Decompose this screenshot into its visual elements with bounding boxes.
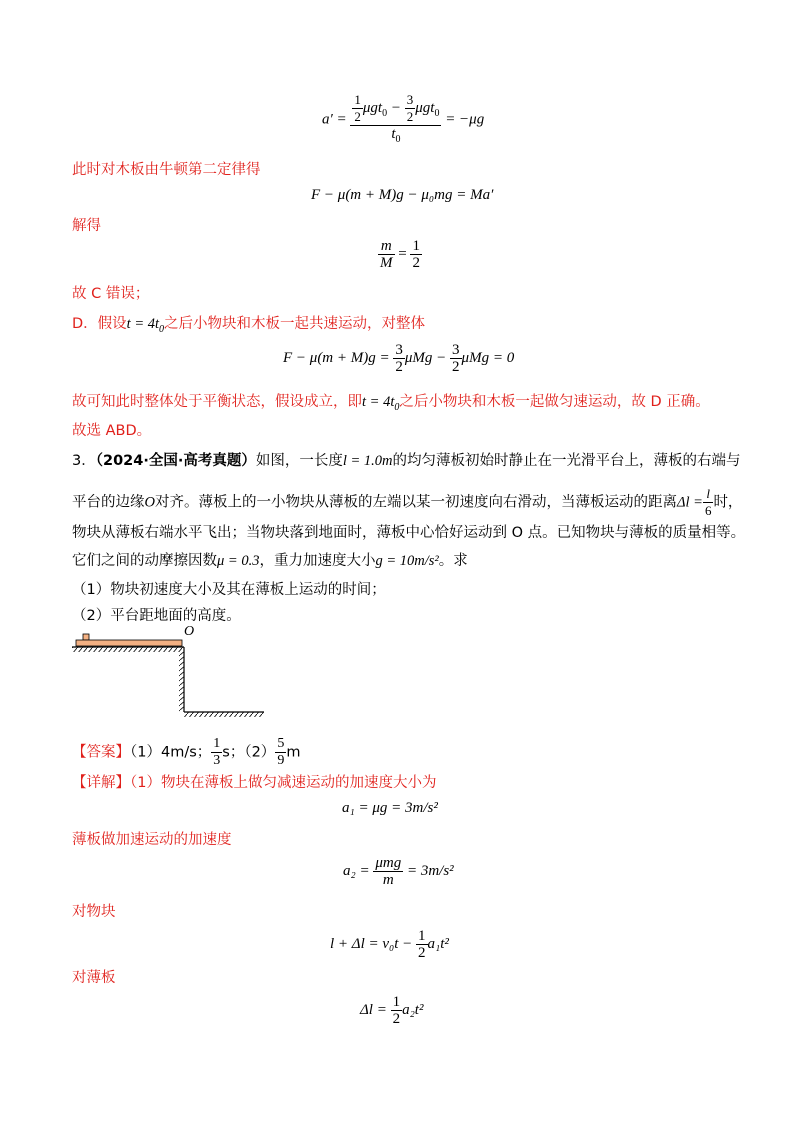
post: 之后小物块和木板一起做匀速运动，故 D 正确。: [399, 394, 710, 410]
d: M: [380, 255, 393, 271]
l-value: l = 1.0m: [342, 453, 393, 469]
a1: （1）4m/s；: [130, 744, 212, 761]
answer-tag: 【答案】: [72, 744, 130, 761]
figure-o-label: O: [184, 624, 195, 639]
half: [416, 928, 428, 961]
half-2: [405, 92, 416, 125]
pre: 故可知此时整体处于平衡状态，假设成立，即: [72, 394, 362, 410]
rhs: a₁t²: [427, 935, 449, 952]
q-source: （2024·全国·高考真题）: [95, 453, 256, 469]
ratio-value: [410, 238, 422, 271]
n: μmg: [375, 855, 402, 871]
a2-frac: [373, 855, 403, 888]
eq-denominator: $t_0$: [391, 126, 401, 145]
text-solve: 解得: [72, 218, 101, 234]
delta-l-frac: [703, 486, 714, 519]
d: 3: [213, 753, 221, 768]
text-plate-acceleration: 薄板做加速运动的加速度: [72, 832, 232, 848]
text-choose-abd: 故选 ABD。: [72, 423, 152, 439]
eq-rhs: = −μg: [445, 111, 485, 128]
n: 3: [395, 342, 403, 358]
text-for-plate: 对薄板: [72, 970, 116, 986]
n: 1: [213, 736, 221, 751]
text-option-d: [72, 314, 425, 340]
post: 之后小物块和木板一起共速运动，对整体: [164, 316, 426, 332]
equation-whole-system: [283, 342, 514, 375]
frac2: [450, 342, 462, 375]
text-newton-second-law: 此时对木板由牛顿第二定律得: [72, 162, 261, 178]
equation-a1: a₁ = μg = 3m/s²: [342, 800, 438, 816]
n: 3: [452, 342, 460, 358]
den: t: [391, 126, 396, 142]
question-3-line-1: [72, 451, 741, 471]
eq-sign: =: [398, 245, 407, 262]
p: 平台的边缘: [72, 494, 145, 511]
ratio-frac: [378, 238, 395, 271]
eq-numerator: $\frac{1}{2}$ μgt$_0$ − $\frac{3}{2}$ μgt$_0$: [350, 92, 441, 126]
lhs: a₂ =: [343, 862, 370, 879]
t: t = 4t: [362, 394, 395, 410]
p: 时，: [713, 494, 743, 511]
d: 2: [392, 1011, 401, 1027]
d: 2: [418, 945, 426, 961]
p: 它们之间的动摩擦因数: [72, 553, 217, 569]
d: 2: [406, 109, 414, 124]
d: 2: [412, 255, 420, 271]
platform-hatch: [72, 647, 184, 652]
equation-mass-ratio: [378, 238, 422, 271]
t-expr: $t = 4t_0$: [126, 316, 165, 335]
o-label: O: [144, 494, 155, 511]
equation-plate-displacement: [360, 994, 423, 1027]
t: t = 4t: [126, 316, 160, 332]
t1: μMg −: [404, 349, 447, 366]
ans-frac-2: [275, 736, 286, 769]
question-3-line-2: [72, 486, 742, 519]
detail-tag: 【详解】: [72, 775, 130, 791]
delta-l: Δl =: [676, 494, 703, 511]
d: m: [382, 872, 394, 888]
d: 6: [704, 503, 712, 518]
a2: （2）: [244, 744, 276, 761]
n: l: [703, 486, 714, 503]
equation-force: F − μ(m + M)g − μ₀mg = Ma′: [311, 187, 494, 203]
n: 1: [392, 994, 401, 1010]
u1: s；: [222, 744, 245, 761]
p: 。求: [438, 553, 468, 569]
question-3-line-3: 物块从薄板右端水平飞出；当物块落到地面时，薄板中心恰好运动到 O 点。已知物块与薄板的质量相等。: [72, 525, 746, 541]
g: g = 10m/s²: [375, 553, 439, 569]
mu: μ = 0.3: [217, 553, 260, 569]
ground-hatch: [184, 712, 264, 717]
q-number: 3．: [72, 453, 96, 469]
n: 1: [412, 238, 420, 254]
pre: D．假设: [72, 316, 127, 332]
u2: m: [286, 744, 301, 761]
minus: −: [390, 99, 401, 116]
answer-line: [72, 736, 300, 769]
p: 对齐。薄板上的一小物块从薄板的左端以某一初速度向右滑动，当薄板运动的距离: [154, 494, 677, 511]
term2: μgt: [415, 99, 435, 116]
n: 3: [406, 92, 414, 107]
term1: μgt: [362, 99, 383, 116]
eq-fraction: [350, 92, 441, 148]
lhs: l + Δl = v₀t −: [330, 935, 413, 952]
text-for-block: 对物块: [72, 904, 116, 920]
d: 2: [354, 109, 361, 124]
half: [391, 994, 403, 1027]
n: 1: [418, 928, 426, 944]
lhs: F − μ(m + M)g =: [283, 349, 390, 366]
text-equilibrium: [72, 392, 710, 418]
rhs: = 3m/s²: [406, 862, 454, 879]
p: 的均匀薄板初始时静止在一光滑平台上，薄板的右端与: [392, 453, 741, 469]
half-1: [352, 92, 363, 125]
equation-acceleration-prime: [322, 92, 484, 148]
n: 5: [277, 736, 285, 751]
t-expr: $t = 4t_0$: [362, 394, 400, 413]
t2: μMg = 0: [461, 349, 515, 366]
d: 9: [277, 753, 285, 768]
text-c-wrong: 故 C 错误；: [72, 286, 150, 302]
sub-question-1: （1）物块初速度大小及其在薄板上运动的时间；: [72, 582, 386, 598]
d: 2: [452, 359, 460, 375]
d: 2: [395, 359, 403, 375]
rhs: a₂t²: [402, 1001, 424, 1018]
wall-hatch: [179, 652, 184, 712]
small-block: [83, 634, 89, 640]
p: 如图，一长度: [255, 453, 343, 469]
equation-block-displacement: [330, 928, 449, 961]
ans-frac-1: [211, 736, 222, 769]
question-3-line-4: [72, 551, 468, 571]
frac1: [393, 342, 405, 375]
p: ，重力加速度大小: [259, 553, 376, 569]
n: m: [378, 238, 395, 255]
platform-figure: [72, 630, 272, 720]
sub-question-2: （2）平台距地面的高度。: [72, 608, 241, 624]
eq-lhs: a′ =: [322, 111, 347, 128]
equation-a2: [343, 855, 454, 888]
plank: [76, 640, 182, 646]
n: 1: [354, 92, 361, 107]
detail-line: [72, 773, 436, 793]
detail-text: （1）物块在薄板上做匀减速运动的加速度大小为: [130, 775, 437, 791]
lhs: Δl =: [360, 1001, 387, 1018]
